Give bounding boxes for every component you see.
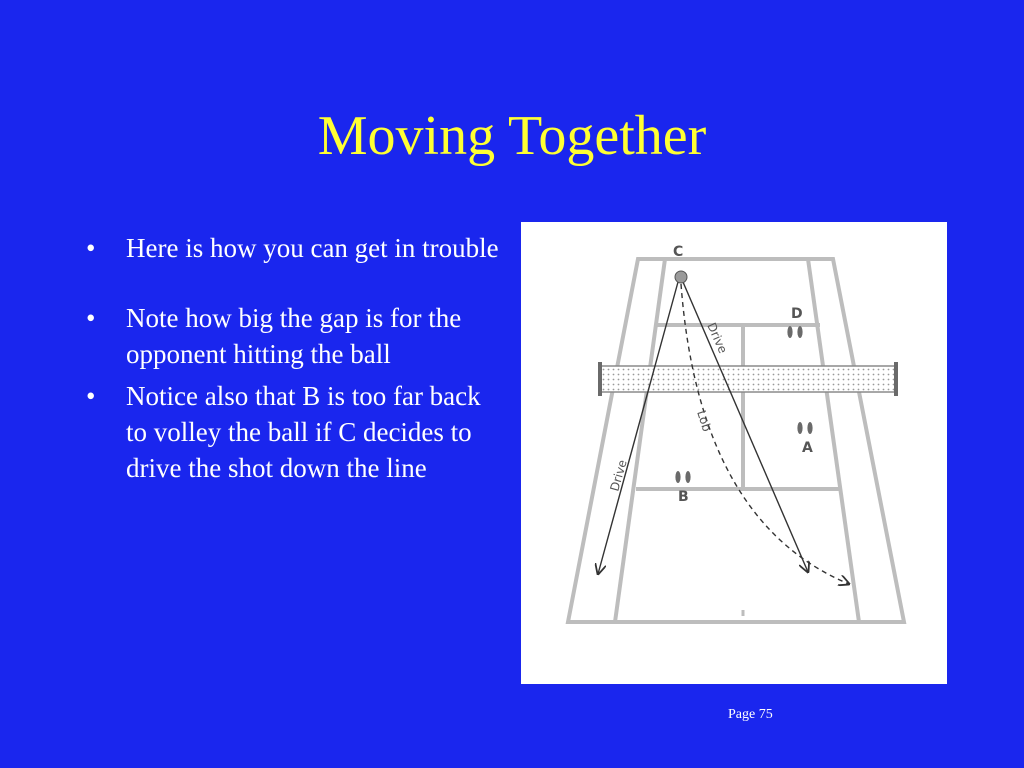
drive-left-label: Drive [607, 458, 630, 493]
bullet-dot-icon: • [86, 233, 96, 263]
court-lines [568, 259, 904, 622]
bullet-item [86, 300, 506, 372]
lob-label: Lob [694, 408, 715, 434]
bullet-list [86, 230, 506, 486]
court-outline [568, 259, 904, 622]
page-number: Page 75 [728, 707, 773, 722]
drive-right-label: Drive [704, 320, 731, 356]
footprints-b-icon [675, 471, 690, 483]
player-b-label: B [678, 489, 689, 505]
bullet-text: Notice also that B is too far back to volley the ball if C decides to drive the shot down the line [126, 381, 481, 483]
player-a-label: A [802, 440, 813, 456]
bullet-dot-icon: • [86, 381, 96, 411]
footprints-a-icon [797, 422, 812, 434]
net-mesh [601, 366, 895, 392]
footprints-d-icon [787, 326, 802, 338]
bullet-item [86, 378, 506, 486]
net-post-left [598, 362, 602, 396]
slide-title: Moving Together [317, 105, 707, 167]
left-singles-line [615, 259, 665, 622]
net-post-right [894, 362, 898, 396]
bullet-item [86, 230, 506, 266]
player-d-label: D [791, 306, 803, 322]
ball-icon [675, 271, 687, 283]
bullet-text: Note how big the gap is for the opponent hitting the ball [126, 303, 462, 369]
bullet-dot-icon: • [86, 303, 96, 333]
player-c-label: C [673, 244, 684, 260]
bullet-text: Here is how you can get in trouble [126, 233, 499, 263]
tennis-court-diagram [521, 222, 947, 684]
drive-left-shot [598, 282, 678, 574]
net [598, 362, 898, 396]
